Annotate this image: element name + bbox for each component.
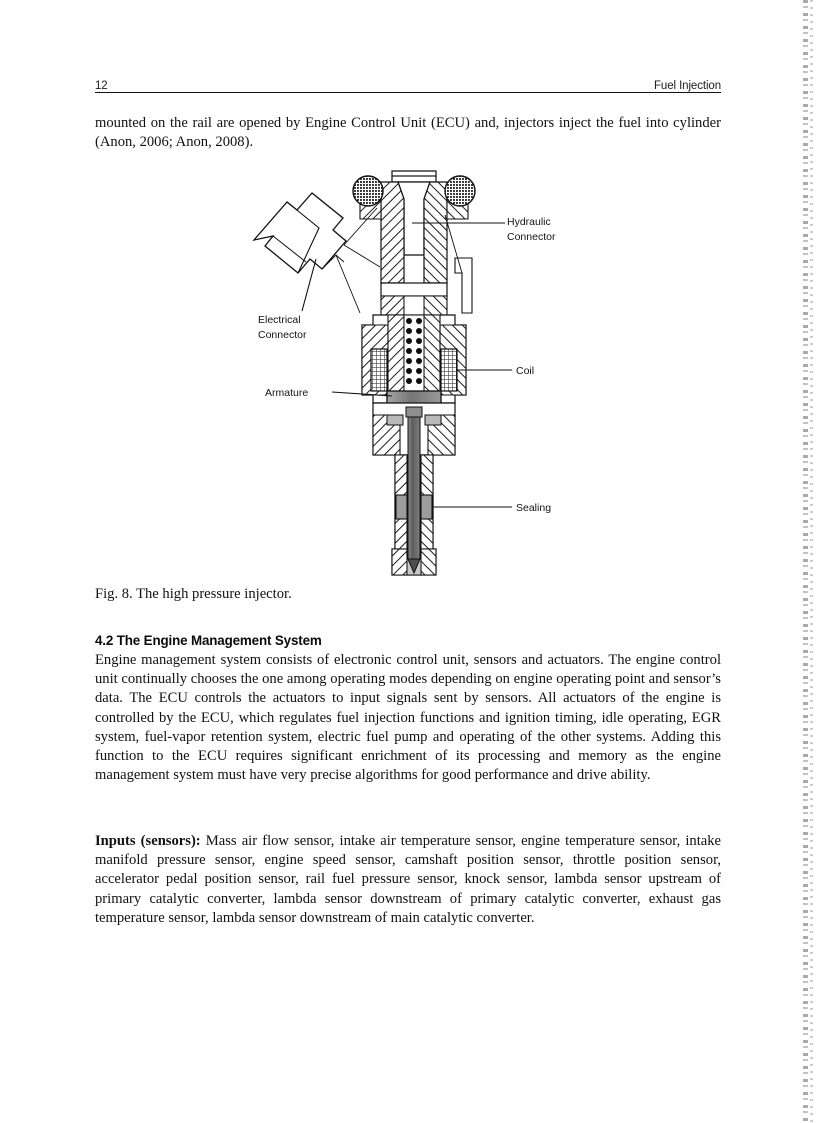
scan-edge-artifact [803, 0, 808, 1123]
injector-needle [408, 415, 420, 559]
figure-caption: Fig. 8. The high pressure injector. [95, 586, 292, 602]
label-armature: Armature [265, 387, 309, 399]
inputs-label: Inputs (sensors): [95, 833, 201, 849]
section-heading: 4.2 The Engine Management System [95, 633, 322, 648]
electrical-connector-body [254, 193, 346, 273]
page-number: 12 [95, 80, 108, 92]
paragraph-engine-management: Engine management system consists of electronic control unit, sensors and actuators. The engine control unit continually chooses the one among operating modes depending on engine operating point and sensor’s data. The ECU controls the actuators to input signals sent by sensors. All actuators of the engine is controlled by the ECU, which regulates fuel injection functions and ignition timing, idle operating, EGR system, fuel-vapor retention system, electric fuel pump and operating of the other systems. Adding this function to the ECU requires significant enrichment of its processing and memory as the engine management system must have very precise algorithms for good performance and drive ability. [95, 652, 721, 784]
coil-winding-right [441, 349, 457, 391]
coil-winding-left [371, 349, 387, 391]
sealing-ring-right [421, 495, 432, 519]
label-electrical-connector-line1: Electrical [258, 314, 301, 326]
label-sealing: Sealing [516, 502, 552, 514]
label-electrical-connector-line2: Connector [258, 329, 307, 341]
paragraph-inputs [95, 832, 721, 928]
running-title: Fuel Injection [654, 80, 721, 92]
label-hydraulic-connector-line1: Hydraulic [507, 216, 551, 228]
scan-edge-artifact-secondary [810, 0, 813, 1123]
header-rule [95, 92, 721, 93]
inputs-text: Mass air flow sensor, intake air temperature sensor, engine temperature sensor, intake manifold pressure sensor, engine speed sensor, camshaft position sensor, throttle position sensor, accelerator pedal position sensor, rail fuel pressure sensor, knock sensor, lambda sensor upstream of primary catalytic converter, lambda sensor downstream of primary catalytic converter, exhaust gas temperature sensor, lambda sensor downstream of main catalytic converter. [95, 833, 721, 926]
intro-paragraph: mounted on the rail are opened by Engine Control Unit (ECU) and, injectors inject the fuel into cylinder (Anon, 2006; Anon, 2008). [95, 115, 721, 151]
figure-high-pressure-injector [240, 163, 580, 588]
page-header [95, 70, 721, 92]
sealing-ring-left [396, 495, 407, 519]
label-coil: Coil [516, 365, 535, 377]
label-hydraulic-connector-line2: Connector [507, 231, 556, 243]
